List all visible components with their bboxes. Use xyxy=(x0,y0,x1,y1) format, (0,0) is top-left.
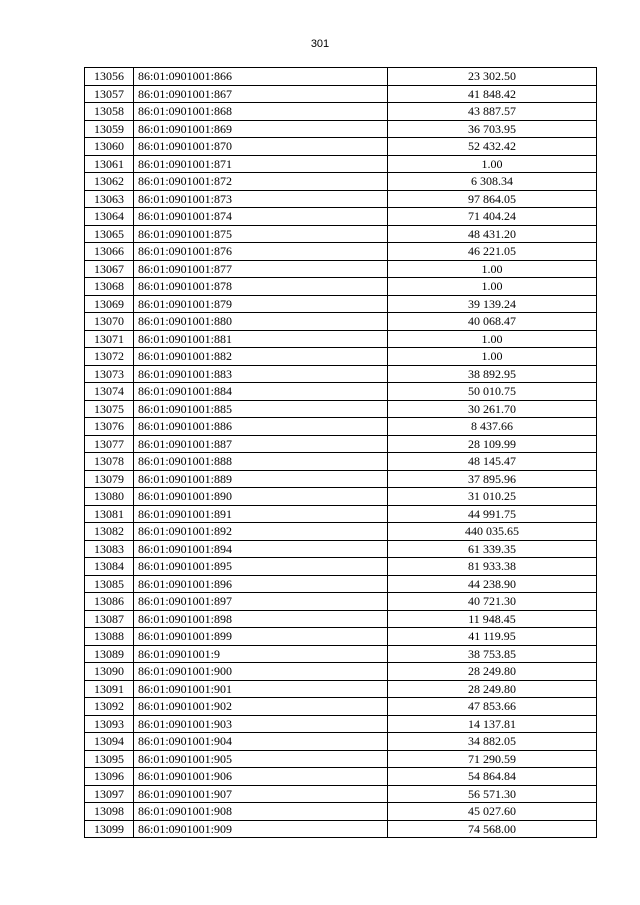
cadastral-number-cell: 86:01:0901001:896 xyxy=(134,575,388,593)
cadastral-number-cell: 86:01:0901001:876 xyxy=(134,243,388,261)
cadastral-number-cell: 86:01:0901001:888 xyxy=(134,453,388,471)
table-row xyxy=(85,155,597,173)
table-row xyxy=(85,435,597,453)
cadastral-number-cell: 86:01:0901001:895 xyxy=(134,558,388,576)
value-cell: 39 139.24 xyxy=(388,295,597,313)
value-cell: 1.00 xyxy=(388,348,597,366)
row-number-cell: 13092 xyxy=(85,698,134,716)
cadastral-number-cell: 86:01:0901001:869 xyxy=(134,120,388,138)
cadastral-number-cell: 86:01:0901001:875 xyxy=(134,225,388,243)
cadastral-number-cell: 86:01:0901001:904 xyxy=(134,733,388,751)
value-cell: 61 339.35 xyxy=(388,540,597,558)
value-cell: 46 221.05 xyxy=(388,243,597,261)
cadastral-number-cell: 86:01:0901001:886 xyxy=(134,418,388,436)
value-cell: 54 864.84 xyxy=(388,768,597,786)
table-row xyxy=(85,663,597,681)
cadastral-number-cell: 86:01:0901001:906 xyxy=(134,768,388,786)
cadastral-value-table xyxy=(84,67,597,838)
value-cell: 45 027.60 xyxy=(388,803,597,821)
row-number-cell: 13070 xyxy=(85,313,134,331)
cadastral-number-cell: 86:01:0901001:889 xyxy=(134,470,388,488)
cadastral-number-cell: 86:01:0901001:871 xyxy=(134,155,388,173)
row-number-cell: 13089 xyxy=(85,645,134,663)
value-cell: 47 853.66 xyxy=(388,698,597,716)
cadastral-number-cell: 86:01:0901001:882 xyxy=(134,348,388,366)
row-number-cell: 13060 xyxy=(85,138,134,156)
row-number-cell: 13088 xyxy=(85,628,134,646)
value-cell: 31 010.25 xyxy=(388,488,597,506)
cadastral-number-cell: 86:01:0901001:866 xyxy=(134,68,388,86)
cadastral-number-cell: 86:01:0901001:887 xyxy=(134,435,388,453)
cadastral-number-cell: 86:01:0901001:880 xyxy=(134,313,388,331)
cadastral-number-cell: 86:01:0901001:872 xyxy=(134,173,388,191)
cadastral-number-cell: 86:01:0901001:892 xyxy=(134,523,388,541)
cadastral-number-cell: 86:01:0901001:909 xyxy=(134,820,388,838)
cadastral-number-cell: 86:01:0901001:897 xyxy=(134,593,388,611)
table-row xyxy=(85,715,597,733)
cadastral-number-cell: 86:01:0901001:873 xyxy=(134,190,388,208)
row-number-cell: 13078 xyxy=(85,453,134,471)
row-number-cell: 13099 xyxy=(85,820,134,838)
table-row xyxy=(85,243,597,261)
table-row xyxy=(85,173,597,191)
table-row xyxy=(85,768,597,786)
row-number-cell: 13063 xyxy=(85,190,134,208)
table-row xyxy=(85,540,597,558)
cadastral-number-cell: 86:01:0901001:868 xyxy=(134,103,388,121)
row-number-cell: 13083 xyxy=(85,540,134,558)
value-cell: 97 864.05 xyxy=(388,190,597,208)
value-cell: 50 010.75 xyxy=(388,383,597,401)
value-cell: 44 991.75 xyxy=(388,505,597,523)
value-cell: 37 895.96 xyxy=(388,470,597,488)
value-cell: 14 137.81 xyxy=(388,715,597,733)
table-row xyxy=(85,593,597,611)
cadastral-number-cell: 86:01:0901001:878 xyxy=(134,278,388,296)
row-number-cell: 13094 xyxy=(85,733,134,751)
cadastral-number-cell: 86:01:0901001:905 xyxy=(134,750,388,768)
table-row xyxy=(85,103,597,121)
value-cell: 74 568.00 xyxy=(388,820,597,838)
value-cell: 71 404.24 xyxy=(388,208,597,226)
cadastral-number-cell: 86:01:0901001:903 xyxy=(134,715,388,733)
value-cell: 41 119.95 xyxy=(388,628,597,646)
table-row xyxy=(85,208,597,226)
cadastral-number-cell: 86:01:0901001:902 xyxy=(134,698,388,716)
value-cell: 1.00 xyxy=(388,278,597,296)
value-cell: 28 249.80 xyxy=(388,663,597,681)
value-cell: 52 432.42 xyxy=(388,138,597,156)
table-row xyxy=(85,470,597,488)
value-cell: 11 948.45 xyxy=(388,610,597,628)
value-cell: 56 571.30 xyxy=(388,785,597,803)
table-row xyxy=(85,750,597,768)
row-number-cell: 13059 xyxy=(85,120,134,138)
table-row xyxy=(85,278,597,296)
value-cell: 44 238.90 xyxy=(388,575,597,593)
table-row xyxy=(85,453,597,471)
cadastral-number-cell: 86:01:0901001:877 xyxy=(134,260,388,278)
table-row xyxy=(85,680,597,698)
row-number-cell: 13090 xyxy=(85,663,134,681)
row-number-cell: 13057 xyxy=(85,85,134,103)
cadastral-number-cell: 86:01:0901001:908 xyxy=(134,803,388,821)
page-number: 301 xyxy=(310,38,330,50)
row-number-cell: 13069 xyxy=(85,295,134,313)
cadastral-number-cell: 86:01:0901001:867 xyxy=(134,85,388,103)
table-row xyxy=(85,698,597,716)
row-number-cell: 13081 xyxy=(85,505,134,523)
row-number-cell: 13068 xyxy=(85,278,134,296)
value-cell: 71 290.59 xyxy=(388,750,597,768)
table-row xyxy=(85,523,597,541)
value-cell: 28 249.80 xyxy=(388,680,597,698)
row-number-cell: 13065 xyxy=(85,225,134,243)
row-number-cell: 13087 xyxy=(85,610,134,628)
table-row xyxy=(85,225,597,243)
cadastral-number-cell: 86:01:0901001:879 xyxy=(134,295,388,313)
value-cell: 38 892.95 xyxy=(388,365,597,383)
row-number-cell: 13075 xyxy=(85,400,134,418)
table-row xyxy=(85,348,597,366)
cadastral-number-cell: 86:01:0901001:883 xyxy=(134,365,388,383)
row-number-cell: 13074 xyxy=(85,383,134,401)
row-number-cell: 13082 xyxy=(85,523,134,541)
value-cell: 38 753.85 xyxy=(388,645,597,663)
value-cell: 40 721.30 xyxy=(388,593,597,611)
cadastral-number-cell: 86:01:0901001:894 xyxy=(134,540,388,558)
table-row xyxy=(85,645,597,663)
row-number-cell: 13096 xyxy=(85,768,134,786)
table-row xyxy=(85,785,597,803)
value-cell: 440 035.65 xyxy=(388,523,597,541)
value-cell: 40 068.47 xyxy=(388,313,597,331)
cadastral-number-cell: 86:01:0901001:907 xyxy=(134,785,388,803)
table-row xyxy=(85,610,597,628)
table-row xyxy=(85,190,597,208)
value-cell: 43 887.57 xyxy=(388,103,597,121)
table-row xyxy=(85,488,597,506)
row-number-cell: 13061 xyxy=(85,155,134,173)
value-cell: 81 933.38 xyxy=(388,558,597,576)
cadastral-number-cell: 86:01:0901001:890 xyxy=(134,488,388,506)
value-cell: 1.00 xyxy=(388,330,597,348)
table-row xyxy=(85,85,597,103)
value-cell: 8 437.66 xyxy=(388,418,597,436)
value-cell: 36 703.95 xyxy=(388,120,597,138)
row-number-cell: 13071 xyxy=(85,330,134,348)
row-number-cell: 13095 xyxy=(85,750,134,768)
row-number-cell: 13062 xyxy=(85,173,134,191)
row-number-cell: 13097 xyxy=(85,785,134,803)
cadastral-number-cell: 86:01:0901001:870 xyxy=(134,138,388,156)
row-number-cell: 13066 xyxy=(85,243,134,261)
value-cell: 41 848.42 xyxy=(388,85,597,103)
cadastral-number-cell: 86:01:0901001:884 xyxy=(134,383,388,401)
table-row xyxy=(85,365,597,383)
table-row xyxy=(85,120,597,138)
row-number-cell: 13056 xyxy=(85,68,134,86)
row-number-cell: 13085 xyxy=(85,575,134,593)
table-row xyxy=(85,803,597,821)
row-number-cell: 13064 xyxy=(85,208,134,226)
table-row xyxy=(85,313,597,331)
table-row xyxy=(85,628,597,646)
row-number-cell: 13086 xyxy=(85,593,134,611)
cadastral-number-cell: 86:01:0901001:899 xyxy=(134,628,388,646)
value-cell: 34 882.05 xyxy=(388,733,597,751)
cadastral-number-cell: 86:01:0901001:891 xyxy=(134,505,388,523)
row-number-cell: 13067 xyxy=(85,260,134,278)
value-cell: 23 302.50 xyxy=(388,68,597,86)
cadastral-number-cell: 86:01:0901001:9 xyxy=(134,645,388,663)
table-row xyxy=(85,138,597,156)
cadastral-number-cell: 86:01:0901001:874 xyxy=(134,208,388,226)
row-number-cell: 13077 xyxy=(85,435,134,453)
table-row xyxy=(85,418,597,436)
row-number-cell: 13076 xyxy=(85,418,134,436)
cadastral-number-cell: 86:01:0901001:885 xyxy=(134,400,388,418)
value-cell: 30 261.70 xyxy=(388,400,597,418)
row-number-cell: 13091 xyxy=(85,680,134,698)
cadastral-number-cell: 86:01:0901001:881 xyxy=(134,330,388,348)
table-row xyxy=(85,383,597,401)
table-body xyxy=(85,68,597,838)
value-cell: 28 109.99 xyxy=(388,435,597,453)
value-cell: 1.00 xyxy=(388,260,597,278)
row-number-cell: 13073 xyxy=(85,365,134,383)
cadastral-number-cell: 86:01:0901001:901 xyxy=(134,680,388,698)
cadastral-number-cell: 86:01:0901001:898 xyxy=(134,610,388,628)
table-row xyxy=(85,295,597,313)
table-row xyxy=(85,68,597,86)
table-row xyxy=(85,260,597,278)
row-number-cell: 13058 xyxy=(85,103,134,121)
row-number-cell: 13093 xyxy=(85,715,134,733)
cadastral-number-cell: 86:01:0901001:900 xyxy=(134,663,388,681)
row-number-cell: 13072 xyxy=(85,348,134,366)
value-cell: 48 431.20 xyxy=(388,225,597,243)
value-cell: 6 308.34 xyxy=(388,173,597,191)
table-row xyxy=(85,820,597,838)
table-row xyxy=(85,505,597,523)
table-row xyxy=(85,558,597,576)
row-number-cell: 13079 xyxy=(85,470,134,488)
value-cell: 48 145.47 xyxy=(388,453,597,471)
row-number-cell: 13080 xyxy=(85,488,134,506)
table-row xyxy=(85,733,597,751)
table-row xyxy=(85,400,597,418)
table-row xyxy=(85,330,597,348)
value-cell: 1.00 xyxy=(388,155,597,173)
row-number-cell: 13084 xyxy=(85,558,134,576)
table-row xyxy=(85,575,597,593)
row-number-cell: 13098 xyxy=(85,803,134,821)
